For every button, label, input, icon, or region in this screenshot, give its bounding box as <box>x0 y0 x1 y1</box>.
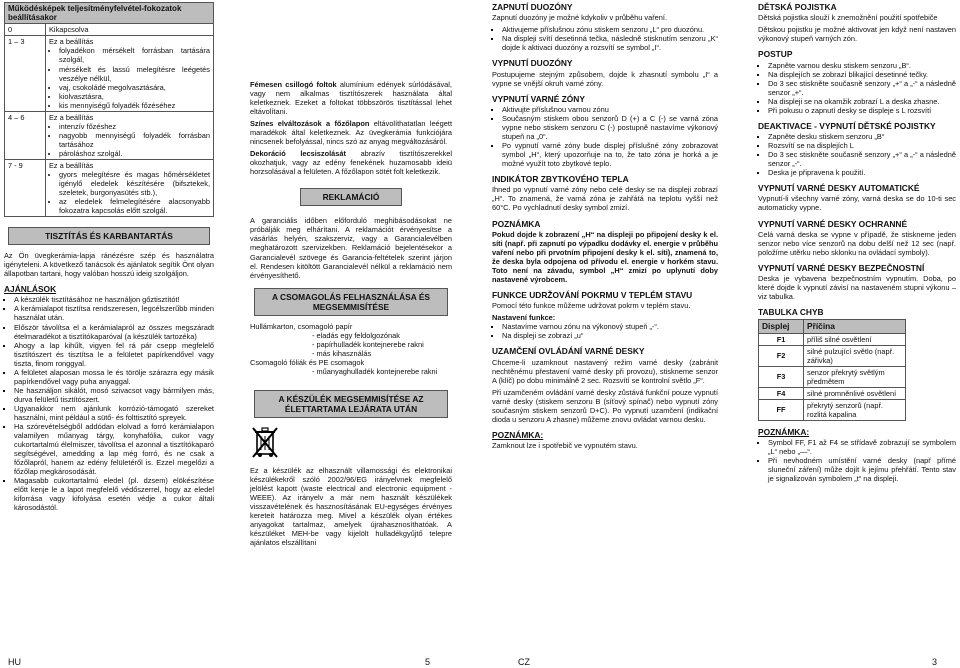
mode-level: 4 – 6 <box>5 111 46 159</box>
child-lock-text-2: Dětskou pojistku je možné aktivovat jen když není nastaven výkonový stupeň varných zón. <box>758 25 956 44</box>
protective-off-heading: VYPNUTÍ VARNÉ DESKY OCHRANNÉ <box>758 218 908 229</box>
error-table-col-display: Displej <box>759 320 804 333</box>
recommendation-item: ▪ Először távolítsa el a kerámialapról az összes megszáradt ételmaradékot a tisztítókaparóval (a készülék tartozéka) <box>14 323 214 341</box>
lock-note-heading: POZNÁMKA: <box>492 429 544 440</box>
list-item: ▪ Nastavíme varnou zónu na výkonový stupeň „-“. <box>502 322 718 331</box>
mode-title: Ez a beállítás <box>49 37 94 47</box>
packaging-line: - más kihasználás <box>312 348 372 358</box>
auto-off-text: Vypnutí-li všechny varné zóny, varná deska se do 10-ti sec automaticky vypne. <box>758 194 956 213</box>
cleaning-intro: Az Ön üvegkerámia-lapja ránézésre szép és használatra igényteleni. A következő tanácsok és ajánlatok segítik Önt olyan állapotban tartani, hogy valóban hosszú ideig szolgáljon. <box>4 251 214 279</box>
error-row <box>759 345 906 366</box>
color-change-paragraph: Színes elváltozások a főzőlapon eltávolíthatatlan leégett maradékok által keletkeznek. Az üvegkerámia funkciójára nincsenek befolyással, nincs szó az anyag megváltozásáról. <box>250 119 452 147</box>
mode-item: • nagyobb mennyiségű folyadék forrásban tartásához <box>59 131 210 149</box>
list-item: ▪ Symbol FF, F1 až F4 se střídavě zobrazují se symbolem „L“ nebo „—“. <box>768 438 956 456</box>
column-cz-1 <box>492 2 718 453</box>
cleaning-heading: TISZTÍTÁS ÉS KARBANTARTÁS <box>8 227 210 245</box>
mode-description <box>46 159 214 216</box>
packaging-lines <box>250 322 452 376</box>
list-item: ▪ Na displeji svítí desetinná tečka, následně stisknutím senzoru „K“ dojde k aktivaci duozóny a rozsvítí se symbol „I“. <box>502 34 718 52</box>
list-item: ▪ Do 3 sec stiskněte současně senzory „+“ a „-“ a následně senzor „-“. <box>768 150 956 168</box>
recommendation-item: ▪ Magasabb cukortartalmú eledel (pl. dzsem) elökészítése előtt kenje le a lapot megfelelő védőszerrel, hogy az eledel kiforrása vagy kifolyása esetén védje a cukor általi károsodástól. <box>14 476 214 512</box>
zone-off-heading: VYPNUTÍ VARNÉ ZÓNY <box>492 93 585 104</box>
duozone-off-heading: VYPNUTÍ DUOZÓNY <box>492 58 573 69</box>
error-row <box>759 366 906 387</box>
deactivation-list <box>758 132 956 177</box>
mode-level: 7 - 9 <box>5 159 46 216</box>
metallic-stains-paragraph: Fémesen csillogó foltok alumínium edények súrlódásával, vagy nem alkalmas tisztítószerek használata által keletkeznek. Ezeket a foltokat többszörös tisztítással lehet eltávolítani. <box>250 80 452 117</box>
footer-page-3: 3 <box>932 657 938 667</box>
residual-heat-text: Ihned po vypnutí varné zóny nebo celé desky se na displeji zobrazí „H“. To znamená, že varná zóna je zahřátá na teplotu vyšší než 60°C. Po vychladnutí desky symbol zmizí. <box>492 185 718 213</box>
list-item: ▪ Při nevhodném umístění varné desky (např přímé sluneční záření) může dojít k jejímu přehřátí. Tento stav je signalizován symbolem „t“ na displeji. <box>768 456 956 483</box>
duozone-on-list <box>492 25 718 52</box>
mode-item: • kiolvasztásra, <box>59 92 210 101</box>
mode-item: • intenzív főzéshez <box>59 122 210 131</box>
error-table-heading: TABULKA CHYB <box>758 307 824 318</box>
mode-level: 1 – 3 <box>5 36 46 111</box>
recommendation-item: ▪ Ugyanakkor nem ajánlunk korrózió-támogató szereket használni, mint például a sütő- és folttisztító spreyek. <box>14 404 214 422</box>
auto-off-heading: VYPNUTÍ VARNÉ DESKY AUTOMATICKÉ <box>758 183 920 194</box>
list-item: ▪ Rozsvítí se na displejích L <box>768 141 956 150</box>
footer-lang-cz: CZ <box>518 657 530 667</box>
keep-warm-text: Pomocí této funkce můžeme udržovat pokrm v teplém stavu. <box>492 301 691 311</box>
disposal-paragraph: Ez a készülék az elhasznált villamossági és elektronikai készülékekről szóló 2002/96/EG irányelvnek megfelelő jelölést kapott (waste electrical and electronic equipment - WEEE). Az irányelv a már nem használt készülékek visszavételének és hasznosításának EU-egységes érvényes kereteit határozza meg. Mivel a készülék olyan értékes anyagokat tartalmaz, amelyek újrahasznosíthatóak. A készüléket MEH-be vagy kijelölt hulladékgyűjtő telepre ajánlatos elszállítani <box>250 466 452 548</box>
mode-row <box>5 24 214 36</box>
mode-item: • kis mennyiségű folyadék főzéséhez <box>59 101 210 110</box>
recommendation-item: ▪ Ne használjon sikálót, mosó szivacsot vagy bármilyen más, durva felületű tisztítószert. <box>14 386 214 404</box>
packaging-heading: A CSOMAGOLÁS FELHASZNÁLÁSA ÉS MEGSEMMISÍTÉSE <box>254 288 448 316</box>
duozone-on-text: Zapnutí duozóny je možné kdykoliv v průběhu vaření. <box>492 13 668 23</box>
residual-heat-heading: INDIKÁTOR ZBYTKOVÉHO TEPLA <box>492 174 629 185</box>
keep-warm-heading: FUNKCE UDRŽOVÁNÍ POKRMU V TEPLÉM STAVU <box>492 289 693 300</box>
keep-warm-sub: Nastavení funkce: <box>492 313 556 323</box>
column-cz-2 <box>758 2 956 486</box>
mode-item: • gyors melegítésre és magas hőmérsékletet igénylő eledelek készítésére (bifsztekek, szeletek, burgonyasütés stb.), <box>59 170 210 197</box>
mode-description <box>46 36 214 111</box>
keep-warm-list <box>492 322 718 340</box>
recommendation-item: ▪ A kerámialapot tisztítsa rendszeresen, legcélszerűbb minden használat után. <box>14 304 214 322</box>
error-row <box>759 399 906 420</box>
procedure-heading: POSTUP <box>758 49 793 60</box>
recommendation-item: ▪ Ha szórevételségből addódan elolvad a forró kerámialapon valamilyen műanyag tárgy, konyhafólia, cukor vagy cukortartalmú élelmiszer, távolítsa el azonnal a tisztítókaparó segítségével, amedding a lap még forró, és ne csak a főzőlapról, hanem az edény felületéről is. Ezzel megelőzi a főzőlap megkárosodását. <box>14 422 214 476</box>
mode-row <box>5 111 214 159</box>
packaging-line: - műanyaghulladék kontejnerebe rakni <box>312 366 438 376</box>
list-item: ▪ Zapněte desku stiskem senzoru „B“ <box>768 132 956 141</box>
procedure-list <box>758 61 956 115</box>
mode-item: • vaj, csokoládé megolvasztására, <box>59 83 210 92</box>
protective-off-text: Celá varná deska se vypne v případě, že stiskneme jeden senzor nebo více senzorů na dobu delší než 12 sec (např. položíme utěrku nebo sklonku na ovládací symboly). <box>758 229 956 257</box>
mode-level: 0 <box>5 24 46 36</box>
lock-heading: UZAMČENÍ OVLÁDÁNÍ VARNÉ DESKY <box>492 346 645 357</box>
mode-row <box>5 36 214 111</box>
error-code: F4 <box>759 387 804 399</box>
recommendation-item: ▪ Ahogy a lap kihűlt, vigyen fel rá pár csepp megfelelő tisztítószert és tisztítsa le a felületet papírkendővel vagy tiszta, finom ronggyal. <box>14 341 214 368</box>
crossed-bin-icon <box>250 424 452 462</box>
zone-off-list <box>492 105 718 168</box>
mode-item: • folyadékon mérsékelt forrásban tartására szolgál, <box>59 46 210 64</box>
error-cause: překrytý senzorů (např. rozlitá kapalina <box>804 399 906 420</box>
error-table <box>758 319 906 421</box>
lock-note-text: Zamknout lze i spotřebič ve vypnutém stavu. <box>492 441 638 451</box>
error-row <box>759 387 906 399</box>
error-note-heading: POZNÁMKA: <box>758 426 810 437</box>
list-item: ▪ Deska je připravena k použití. <box>768 168 956 177</box>
list-item: ▪ Na displeji se na okamžik zobrazí L a deska zhasne. <box>768 97 956 106</box>
safety-off-text: Deska je vybavena bezpečnostním vypnutím. Doba, po které dojde k vypnutí závisí na nastaveném stupni výkonu – viz tabulka. <box>758 274 956 302</box>
error-code: F2 <box>759 345 804 366</box>
mode-items <box>49 46 210 109</box>
mode-item: • pároláshoz szolgál. <box>59 149 210 158</box>
column-hu-2 <box>250 80 452 550</box>
duozone-off-text: Postupujeme stejným způsobem, dojde k zhasnutí symbolu „I“ a vypne se vnější okruh varné zóny. <box>492 69 718 88</box>
mode-title: Kikapcsolva <box>49 25 89 35</box>
duozone-on-heading: ZAPNUTÍ DUOZÓNY <box>492 2 573 12</box>
mode-item: • mérsékelt és lassú melegítésre leégetés veszélye nélkül, <box>59 65 210 83</box>
column-hu-1 <box>4 2 214 515</box>
error-cause: senzor překrytý světlým předmětem <box>804 366 906 387</box>
mode-item: • az eledelek felmelegítésére alacsonyabb fokozatra kapcsolás előtt szolgál. <box>59 197 210 215</box>
decoration-paragraph: Dekoráció lecsiszolását abrazív tisztítószerekkel okozhatjuk, vagy az edény fenekének huzamosabb ideiü horzsolásával a felületen. A főzőlapon sötét folt keletkezik. <box>250 149 452 177</box>
note-text: Pokud dojde k zobrazení „H“ na displeji po připojení desky k el. síti (např. při zapnutí po výpadku dodávky el. energie v průběhu vaření nebo při prvotním připojení desky k el. síti), znamená to, že deska byla odpojena od přívodu el. energie v horkém stavu. Toto není na závadu, symbol „H“ zmizí po uplynutí doby nastavené výrobcem. <box>492 229 718 284</box>
deactivation-heading: DEAKTIVACE - VYPNUTÍ DĚTSKÉ POJISTKY <box>758 120 936 131</box>
mode-items <box>49 170 210 215</box>
error-note-list <box>758 438 956 483</box>
mode-row <box>5 159 214 216</box>
mode-table <box>4 2 214 217</box>
list-item: ▪ Do 3 sec stiskněte současně senzory „+“ a „-“ a následně senzor „+“. <box>768 79 956 97</box>
disposal-heading: A KÉSZÜLÉK MEGSEMMISÍTÉSE AZ ÉLETTARTAMA LEJÁRATA UTÁN <box>254 390 448 418</box>
recommendation-item: ▪ A felületet alaposan mossa le és törölje szárazra egy másik papírkendővel vagy puha anyaggal. <box>14 368 214 386</box>
footer-page-5: 5 <box>425 657 431 667</box>
error-code: FF <box>759 399 804 420</box>
list-item: ▪ Současným stiskem obou senzorů D (+) a C (-) se varná zóna vypne nebo stiskem senzoru C (-) postupně nastavíme výkonový stupeň na „0“. <box>502 114 718 141</box>
list-item: ▪ Aktivujeme příslušnou zónu stiskem senzoru „L“ pro duozónu. <box>502 25 718 34</box>
recommendation-item: ▪ A készülék tisztításához ne használjon gőztisztítót! <box>14 295 214 304</box>
note-heading: POZNÁMKA <box>492 218 541 229</box>
mode-title: Ez a beállítás <box>49 112 94 122</box>
complaint-paragraph: A garanciális időben előforduló meghibásodásokat ne próbálják meg elhárítani. A reklamációt érvényesítse a vásárlás helyén, szakszerviz, vagy a Garancialevélben meghatározott szervizekben. Reklamáció bejelentésekor a Garancialevél szövege és Garancia-feltételek szerint járjon el. Rendesen kitöltött Garancialevél nélkül a reklamáció nem érvényesíthető. <box>250 216 452 280</box>
child-lock-heading: DĚTSKÁ POJISTKA <box>758 2 837 12</box>
mode-items <box>49 122 210 158</box>
error-row <box>759 333 906 345</box>
error-table-col-cause: Příčina <box>804 320 906 333</box>
recommendations-heading: AJÁNLÁSOK <box>4 284 57 295</box>
error-cause: příliš silné osvětlení <box>804 333 906 345</box>
list-item: ▪ Na displeji se zobrazí „u“ <box>502 331 718 340</box>
child-lock-text: Dětská pojistka slouží k znemožnění použití spotřebiče <box>758 13 938 23</box>
packaging-line: Csomagoló fóliák és PE csomagok <box>250 357 365 367</box>
complaint-heading: REKLAMÁCIÓ <box>300 188 402 206</box>
mode-description <box>46 111 214 159</box>
list-item: ▪ Při pokusu o zapnutí desky se displeje s L rozsvítí <box>768 106 956 115</box>
list-item: ▪ Na displejích se zobrazí blikající desetinné tečky. <box>768 70 956 79</box>
error-cause: silné pulzující světlo (např. zářivka) <box>804 345 906 366</box>
mode-table-title: Működésképek teljesítményfelvétel-fokozatok beállításakor <box>5 3 214 24</box>
lock-text-2: Při uzamčeném ovládání varné desky zůstává funkční pouze vypnutí varné desky (stiskem senzoru B (síťový spínač) nebo vypnutí zóny současným stiskem senzorů D+C). Po vypnutí uzamčení (indikační dioda u senzoru A zhasne) můžeme znovu ovládat varnou desku. <box>492 387 718 424</box>
list-item: ▪ Po vypnutí varné zóny bude displej příslušné zóny zobrazovat symbol „H“, který upozorňuje na to, že tato zóna je horká a je možné využít toto zbytkové teplo. <box>502 141 718 168</box>
mode-title: Ez a beállítás <box>49 160 94 170</box>
list-item: ▪ Aktivujte příslušnou varnou zónu <box>502 105 718 114</box>
footer-lang-hu: HU <box>8 657 21 667</box>
mode-description <box>46 24 214 36</box>
packaging-line: - papírhulladék kontejnerebe rakni <box>312 339 424 349</box>
list-item: ▪ Zapněte varnou desku stiskem senzoru „B“. <box>768 61 956 70</box>
safety-off-heading: VYPNUTÍ VARNÉ DESKY BEZPEČNOSTNÍ <box>758 262 925 273</box>
recommendations-list <box>4 295 214 512</box>
lock-text-1: Chceme-li uzamknout nastavený režim varné desky (zabránit nechtěnému přestavení varné desky při provozu), stiskneme senzor A (klíč) po dobu minimálně 2 sec. Rozsvítí se kontrolní světlo „F“. <box>492 357 718 385</box>
error-cause: silné promněnlivé osvětlení <box>804 387 906 399</box>
packaging-line: - eladás egy feldolgozónak <box>312 330 400 340</box>
packaging-line: Hullámkarton, csomagoló papír <box>250 321 353 331</box>
error-code: F1 <box>759 333 804 345</box>
error-code: F3 <box>759 366 804 387</box>
